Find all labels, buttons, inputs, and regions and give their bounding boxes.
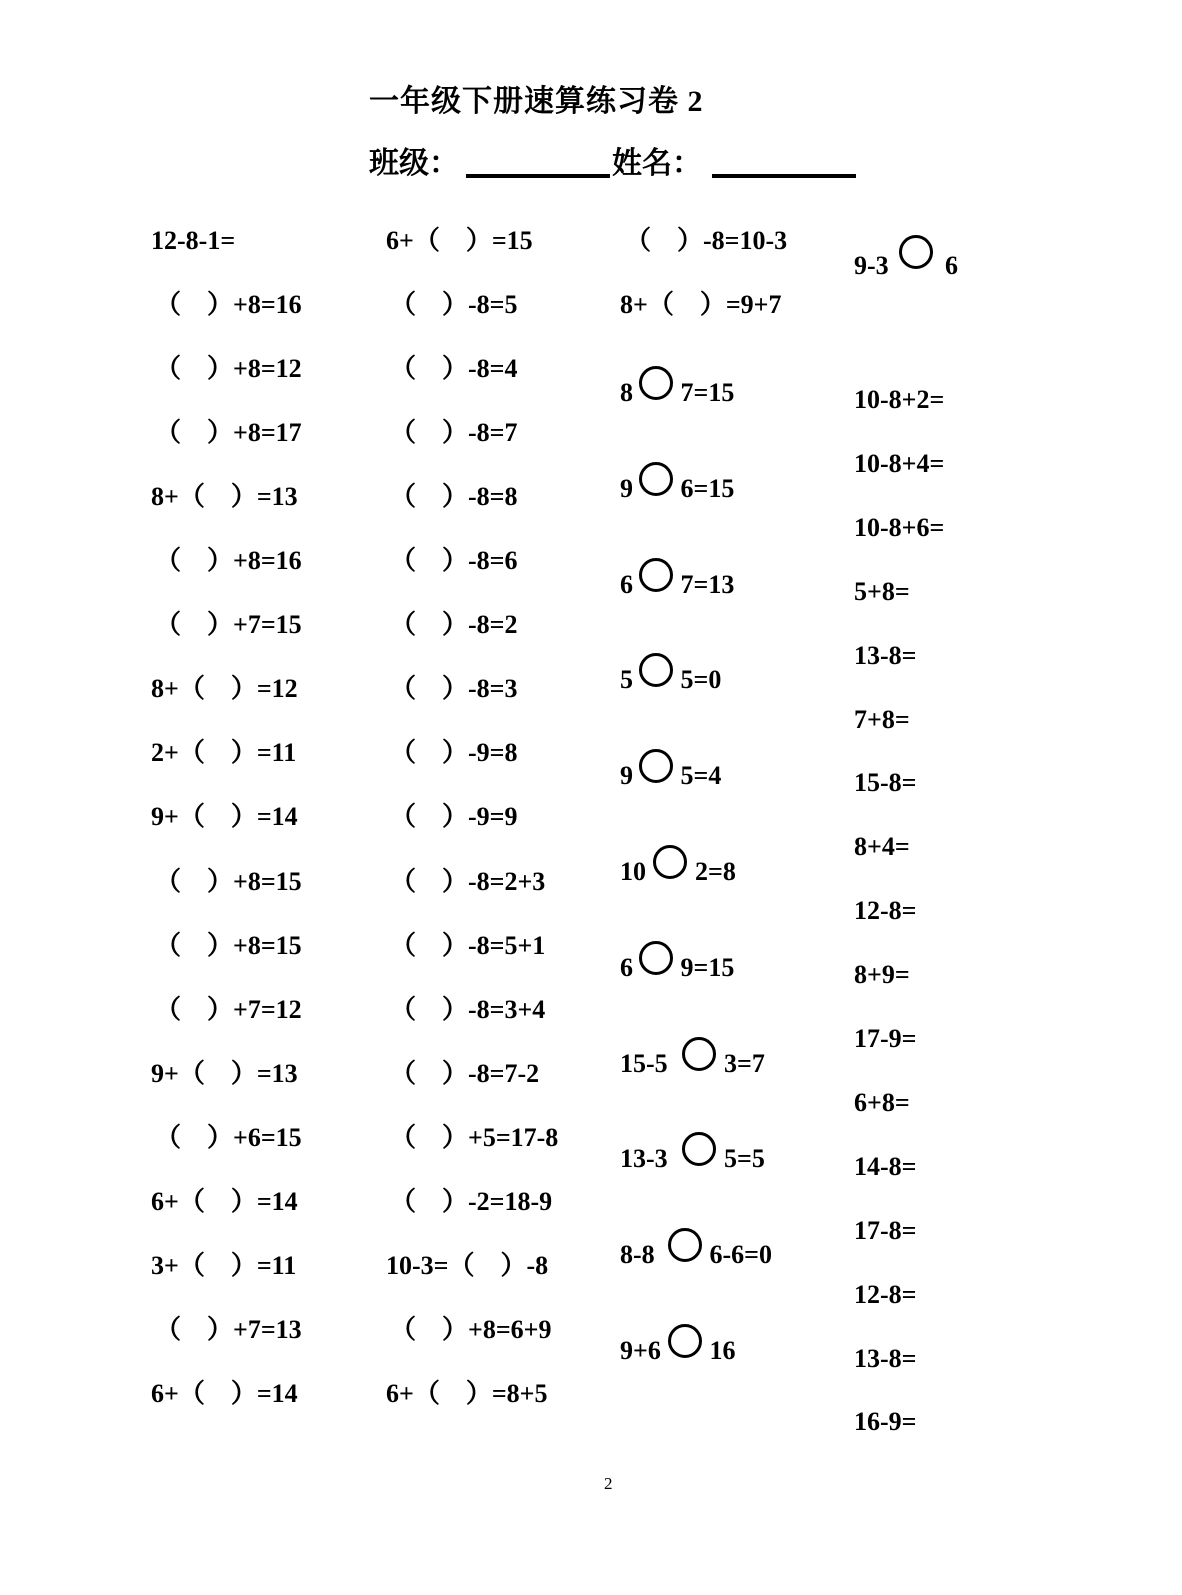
problem-item[interactable]: （ ）-8=2+3: [390, 867, 546, 896]
problem-item[interactable]: （ ）+8=17: [155, 418, 302, 447]
problem-item[interactable]: 5+8=: [854, 577, 910, 606]
problem-item[interactable]: 10-3=（ ）-8: [386, 1251, 549, 1280]
name-blank[interactable]: [712, 174, 856, 178]
compare-right: 6: [945, 251, 958, 280]
problem-item[interactable]: 17-9=: [854, 1024, 917, 1053]
compare-circle[interactable]: [653, 845, 687, 879]
compare-right: 5=4: [680, 761, 722, 790]
compare-right: 6=15: [680, 474, 735, 503]
problem-item[interactable]: 12-8=: [854, 1280, 917, 1309]
problem-item[interactable]: （ ）-8=4: [390, 354, 518, 383]
problem-item[interactable]: 7+8=: [854, 705, 910, 734]
problem-item[interactable]: （ ）-8=7: [390, 418, 518, 447]
problem-item[interactable]: 2+（ ）=11: [151, 738, 297, 767]
compare-right: 16: [709, 1336, 736, 1365]
compare-left: 8-8: [620, 1240, 655, 1269]
problem-item[interactable]: 10-8+6=: [854, 513, 945, 542]
compare-left: 8: [620, 378, 633, 407]
compare-circle[interactable]: [668, 1324, 702, 1358]
problem-item[interactable]: 16-9=: [854, 1407, 917, 1436]
problem-item[interactable]: 12-8-1=: [151, 226, 236, 255]
problem-item[interactable]: （ ）+7=13: [155, 1315, 302, 1344]
compare-circle[interactable]: [639, 366, 673, 400]
compare-right: 6-6=0: [709, 1240, 772, 1269]
problem-item[interactable]: 6+（ ）=15: [386, 226, 533, 255]
problem-item[interactable]: 8+（ ）=12: [151, 674, 298, 703]
problem-item[interactable]: （ ）+8=15: [155, 931, 302, 960]
problem-item[interactable]: （ ）-8=5: [390, 290, 518, 319]
problem-item[interactable]: （ ）-8=3: [390, 674, 518, 703]
compare-right: 2=8: [695, 857, 736, 886]
compare-right: 7=15: [680, 378, 735, 407]
compare-circle[interactable]: [639, 653, 673, 687]
problem-item[interactable]: 8+9=: [854, 960, 910, 989]
problem-item[interactable]: （ ）+8=12: [155, 354, 302, 383]
compare-left: 9-3: [854, 251, 889, 280]
problem-item[interactable]: 12-8=: [854, 896, 917, 925]
problem-item[interactable]: 3+（ ）=11: [151, 1251, 297, 1280]
compare-left: 6: [620, 953, 633, 982]
problem-item[interactable]: （ ）+7=15: [155, 610, 302, 639]
problem-item[interactable]: （ ）-9=9: [390, 802, 518, 831]
problem-item[interactable]: （ ）+8=6+9: [390, 1315, 552, 1344]
compare-circle[interactable]: [668, 1228, 702, 1262]
problem-item[interactable]: 17-8=: [854, 1216, 917, 1245]
class-blank[interactable]: [466, 174, 610, 178]
problem-item[interactable]: （ ）-2=18-9: [390, 1187, 553, 1216]
compare-right: 7=13: [680, 570, 735, 599]
compare-left: 5: [620, 665, 633, 694]
problem-item[interactable]: 9+（ ）=13: [151, 1059, 298, 1088]
problem-item[interactable]: 10-8+2=: [854, 385, 945, 414]
problem-item[interactable]: 6+（ ）=14: [151, 1187, 298, 1216]
problem-item[interactable]: 8+（ ）=13: [151, 482, 298, 511]
problem-item[interactable]: 9+（ ）=14: [151, 802, 298, 831]
compare-left: 9: [620, 761, 633, 790]
problem-item[interactable]: （ ）+6=15: [155, 1123, 302, 1152]
compare-right: 9=15: [680, 953, 735, 982]
problem-item[interactable]: 8+（ ）=9+7: [620, 290, 782, 319]
problem-item[interactable]: （ ）+8=16: [155, 290, 302, 319]
problem-item[interactable]: （ ）+5=17-8: [390, 1123, 559, 1152]
problem-item[interactable]: （ ）-9=8: [390, 738, 518, 767]
compare-left: 13-3: [620, 1144, 668, 1173]
compare-left: 9+6: [620, 1336, 661, 1365]
compare-right: 5=0: [680, 665, 722, 694]
problem-item[interactable]: 6+（ ）=14: [151, 1379, 298, 1408]
compare-circle[interactable]: [899, 235, 933, 269]
page-number: 2: [604, 1474, 613, 1493]
class-label: 班级：: [369, 147, 459, 180]
problem-item[interactable]: 8+4=: [854, 832, 910, 861]
page-title: 一年级下册速算练习卷 2: [369, 85, 704, 118]
problem-item[interactable]: （ ）-8=2: [390, 610, 518, 639]
name-label: 姓名：: [612, 147, 702, 180]
problem-item[interactable]: 15-8=: [854, 768, 917, 797]
compare-circle[interactable]: [682, 1132, 716, 1166]
problem-item[interactable]: 10-8+4=: [854, 449, 945, 478]
compare-circle[interactable]: [639, 749, 673, 783]
compare-right: 5=5: [724, 1144, 765, 1173]
problem-item[interactable]: 14-8=: [854, 1152, 917, 1181]
problem-item[interactable]: （ ）-8=5+1: [390, 931, 546, 960]
compare-circle[interactable]: [639, 558, 673, 592]
problem-item[interactable]: （ ）-8=6: [390, 546, 518, 575]
compare-circle[interactable]: [639, 462, 673, 496]
compare-left: 9: [620, 474, 633, 503]
compare-left: 10: [620, 857, 646, 886]
compare-right: 3=7: [724, 1049, 765, 1078]
compare-circle[interactable]: [639, 941, 673, 975]
problem-item[interactable]: （ ）-8=8: [390, 482, 518, 511]
problem-item[interactable]: （ ）+7=12: [155, 995, 302, 1024]
problem-item[interactable]: 6+（ ）=8+5: [386, 1379, 548, 1408]
problem-item[interactable]: （ ）-8=10-3: [625, 226, 788, 255]
compare-left: 6: [620, 570, 633, 599]
compare-circle[interactable]: [682, 1037, 716, 1071]
problem-item[interactable]: 6+8=: [854, 1088, 910, 1117]
problem-item[interactable]: （ ）+8=16: [155, 546, 302, 575]
problem-item[interactable]: （ ）-8=3+4: [390, 995, 546, 1024]
problem-item[interactable]: 13-8=: [854, 1344, 917, 1373]
problem-item[interactable]: （ ）-8=7-2: [390, 1059, 540, 1088]
compare-left: 15-5: [620, 1049, 668, 1078]
problem-item[interactable]: 13-8=: [854, 641, 917, 670]
problem-item[interactable]: （ ）+8=15: [155, 867, 302, 896]
